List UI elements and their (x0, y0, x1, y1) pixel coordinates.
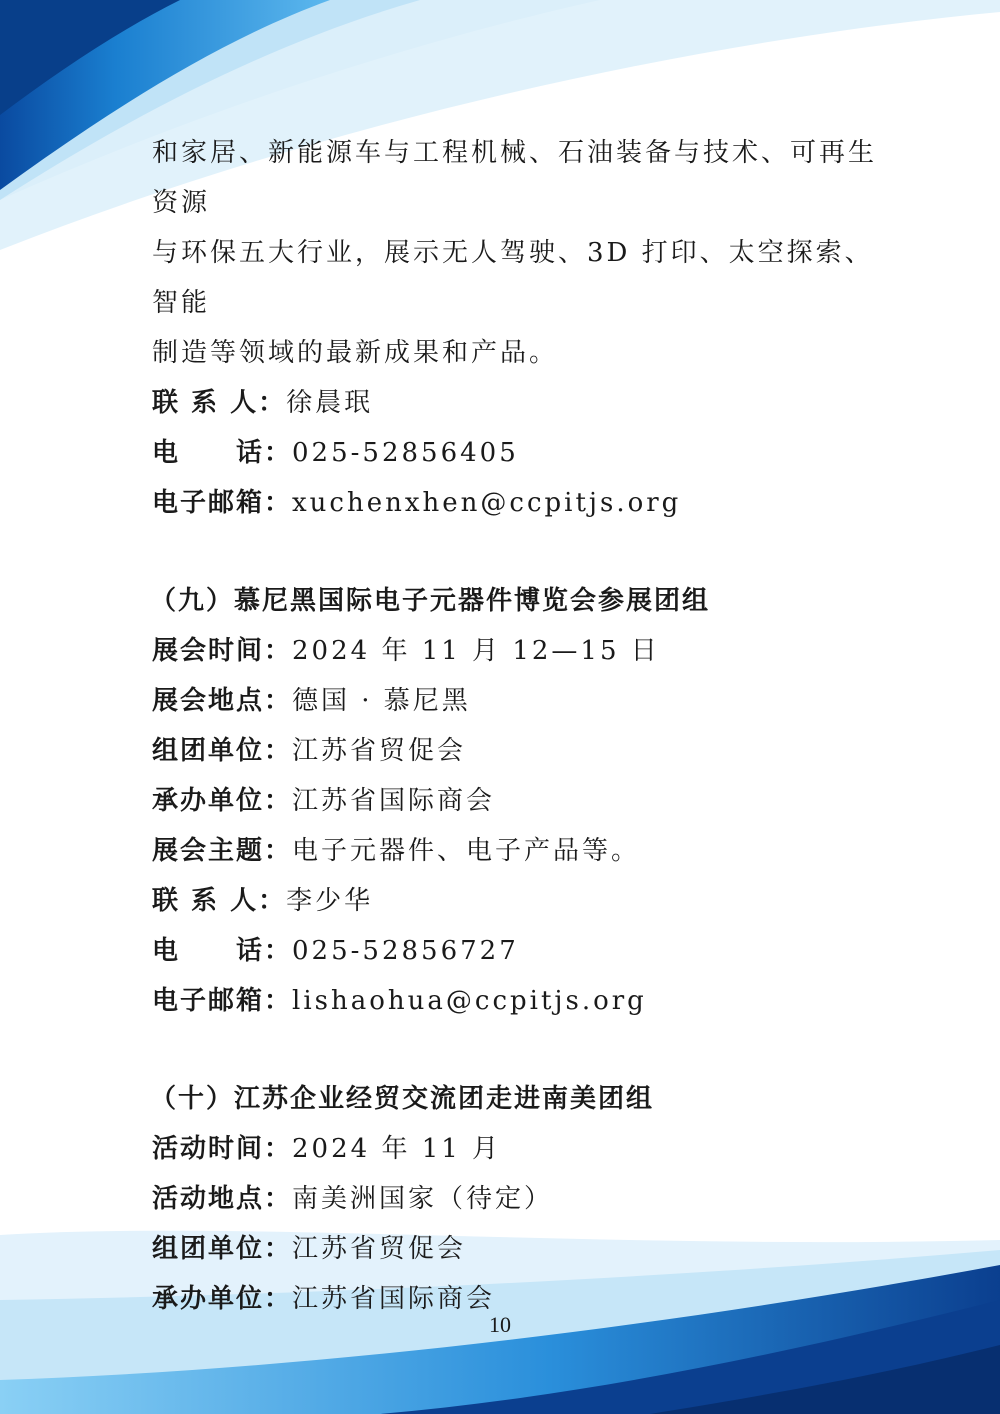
field-label: 组团单位： (152, 736, 293, 766)
field-value: lishaohua@ccpitjs.org (292, 986, 647, 1016)
info-row (152, 676, 892, 726)
field-value: 江苏省贸促会 (292, 1234, 467, 1264)
email-row (152, 976, 892, 1026)
field-value: xuchenxhen@ccpitjs.org (292, 488, 682, 518)
field-label: 活动地点： (152, 1184, 293, 1214)
field-label: 活动时间： (152, 1134, 293, 1164)
info-row (152, 1124, 892, 1174)
field-label: 电子邮箱： (152, 986, 293, 1016)
field-value: 025-52856405 (292, 438, 519, 468)
info-row (152, 1224, 892, 1274)
section-heading: （十）江苏企业经贸交流团走进南美团组 (150, 1084, 655, 1114)
field-value: 李少华 (286, 886, 374, 916)
field-value: 德国 · 慕尼黑 (292, 686, 471, 716)
page-number: 10 (489, 1312, 511, 1337)
field-label: 电子邮箱： (152, 488, 293, 518)
contact-person-row (152, 876, 892, 926)
info-row (152, 826, 892, 876)
field-value: 南美洲国家（待定） (292, 1184, 554, 1214)
intro-line: 制造等领域的最新成果和产品。 (152, 338, 559, 368)
field-label: 电 话： (152, 936, 293, 966)
field-label: 组团单位： (152, 1234, 293, 1264)
field-label: 展会时间： (152, 636, 293, 666)
field-value: 江苏省国际商会 (292, 786, 496, 816)
intro-line: 与环保五大行业，展示无人驾驶、3D 打印、太空探索、智能 (152, 238, 874, 318)
field-label: 承办单位： (152, 786, 293, 816)
field-value: 电子元器件、电子产品等。 (292, 836, 641, 866)
info-row (152, 626, 892, 676)
field-value: 江苏省国际商会 (292, 1284, 496, 1314)
field-value: 025-52856727 (292, 936, 519, 966)
field-value: 江苏省贸促会 (292, 736, 467, 766)
intro-line: 和家居、新能源车与工程机械、石油装备与技术、可再生资源 (152, 138, 878, 218)
phone-row (152, 926, 892, 976)
field-label: 展会地点： (152, 686, 293, 716)
field-value: 徐晨珉 (286, 388, 374, 418)
field-value: 2024 年 11 月 (292, 1134, 502, 1164)
field-value: 2024 年 11 月 12—15 日 (292, 636, 660, 666)
info-row (152, 776, 892, 826)
intro-paragraph (152, 128, 892, 378)
section-heading: （九）慕尼黑国际电子元器件博览会参展团组 (150, 586, 711, 616)
field-label: 承办单位： (152, 1284, 293, 1314)
page-content (152, 128, 892, 1324)
field-label: 联 系 人： (152, 388, 287, 418)
field-label: 电 话： (152, 438, 293, 468)
email-row (152, 478, 892, 528)
info-row (152, 1174, 892, 1224)
field-label: 联 系 人： (152, 886, 287, 916)
phone-row (152, 428, 892, 478)
field-label: 展会主题： (152, 836, 293, 866)
contact-person-row (152, 378, 892, 428)
info-row (152, 726, 892, 776)
